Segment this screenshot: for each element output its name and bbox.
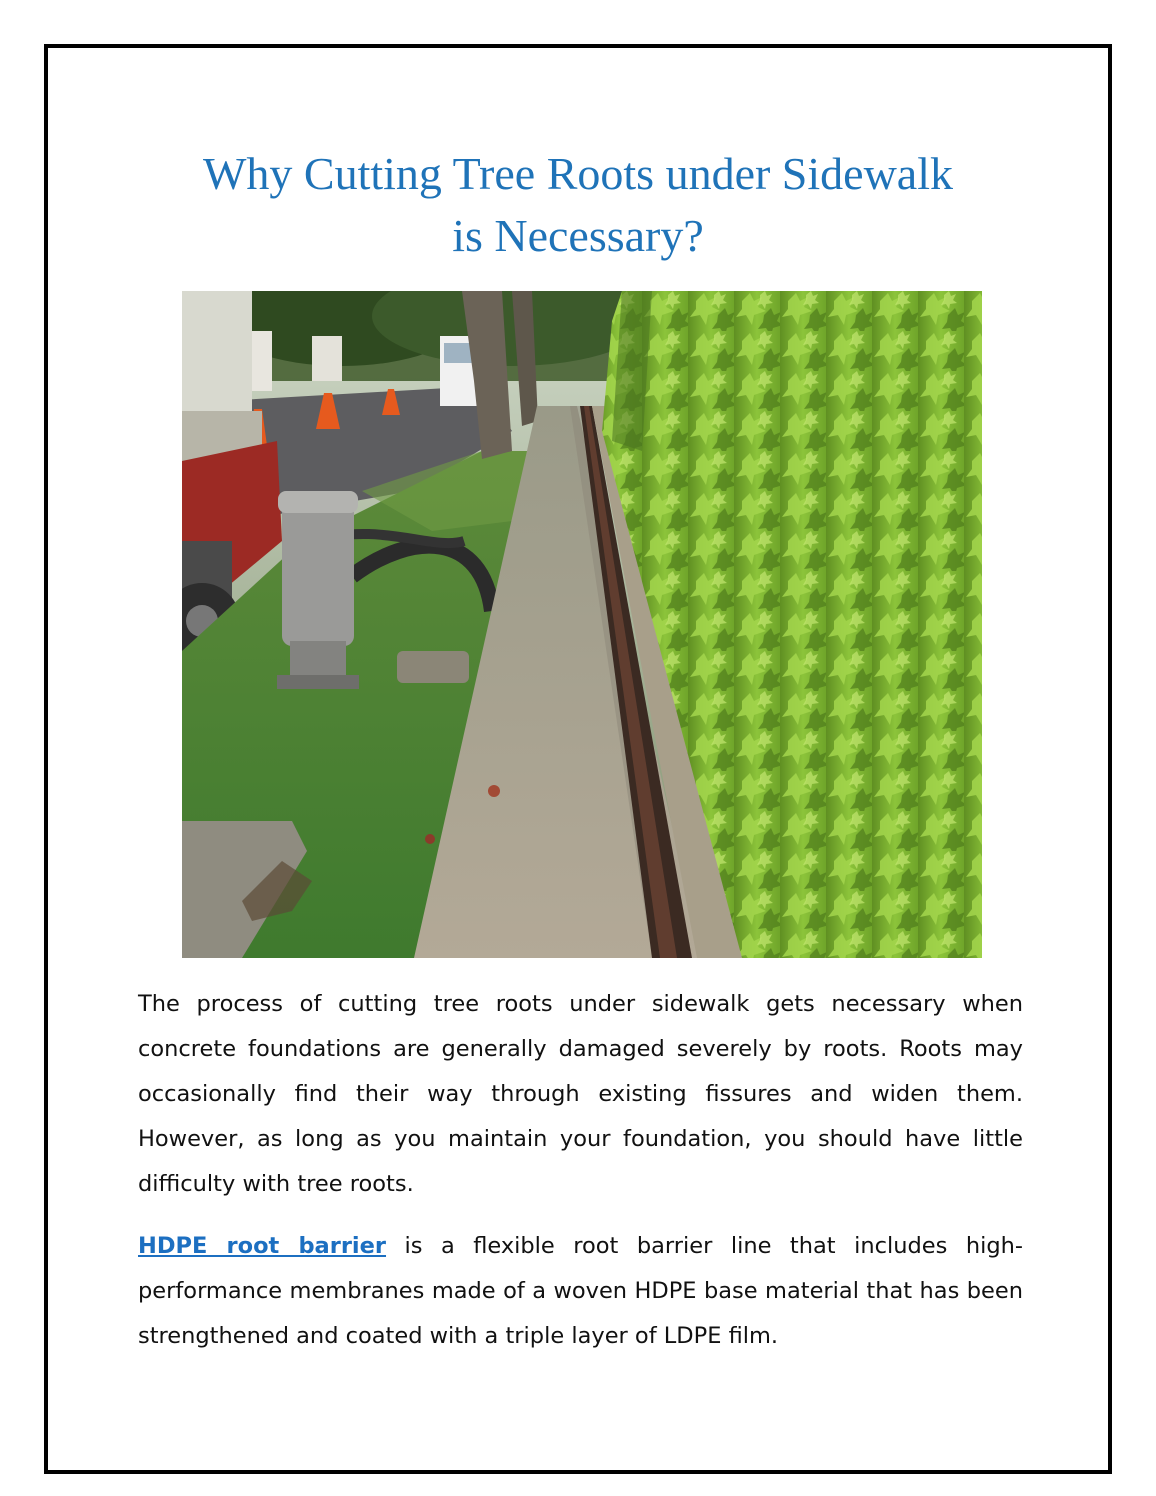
paragraph-intro: The process of cutting tree roots under sidewalk gets necessary when concrete foundations are generally damaged severely by roots. Roots may occasionally find their way through existing fissures and widen them. However, as long as you maintain your foundation, you should have little difficulty with tree roots. <box>138 991 1023 1197</box>
paragraph-hdpe <box>138 1224 1023 1359</box>
page-title-line-1: Why Cutting Tree Roots under Sidewalk <box>202 148 954 199</box>
page-title <box>48 143 1108 267</box>
sidewalk-root-cutting-photo <box>182 291 982 958</box>
page-title-line-2: is Necessary? <box>452 210 704 261</box>
paragraph-hdpe-text: is a flexible root barrier line that includes high-performance membranes made of a woven HDPE base material that has been strengthened and coated with a triple layer of LDPE film. <box>138 1233 1023 1349</box>
page-frame <box>44 44 1112 1474</box>
hdpe-root-barrier-link[interactable]: HDPE root barrier <box>138 1233 387 1259</box>
